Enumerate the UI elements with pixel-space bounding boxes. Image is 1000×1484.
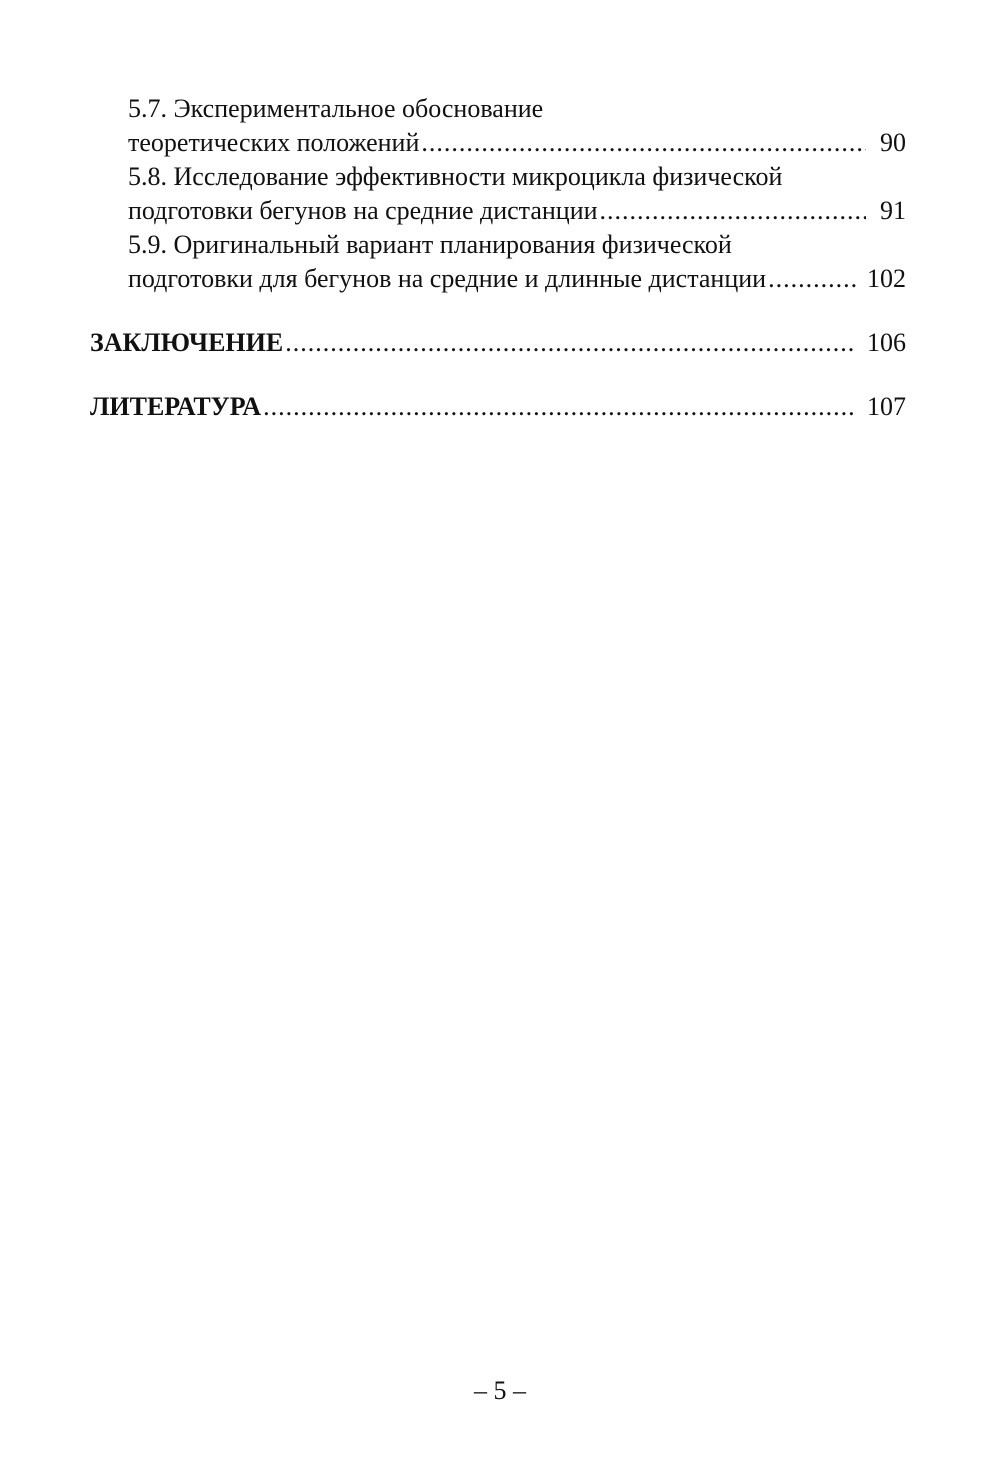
dot-leader <box>263 390 857 424</box>
toc-entry-title: 5.9. Оригинальный вариант планирования физической <box>128 230 732 259</box>
dot-leader <box>600 194 866 228</box>
toc-page-number: 106 <box>867 328 906 357</box>
toc-entry-title: ЗАКЛЮЧЕНИЕ <box>90 328 284 357</box>
table-of-contents <box>90 92 906 424</box>
toc-page-number: 91 <box>880 196 906 225</box>
toc-entry-5-7 <box>90 92 906 160</box>
toc-page-number: 107 <box>867 392 906 421</box>
toc-entry-literature <box>90 390 906 424</box>
page-number-footer: – 5 – <box>474 1376 526 1405</box>
dot-leader <box>768 262 857 296</box>
toc-entry-title-continued: теоретических положений <box>128 128 420 157</box>
dot-leader <box>421 126 866 160</box>
toc-entry-5-9 <box>90 228 906 296</box>
dot-leader <box>285 326 857 360</box>
toc-entry-5-8 <box>90 160 906 228</box>
toc-entry-title-continued: подготовки бегунов на средние дистанции <box>128 196 598 225</box>
toc-page-number: 102 <box>867 264 906 293</box>
toc-entry-conclusion <box>90 326 906 360</box>
toc-entry-title-continued: подготовки для бегунов на средние и длинные дистанции <box>128 264 767 293</box>
toc-entry-title: 5.8. Исследование эффективности микроцикла физической <box>128 162 783 191</box>
toc-entry-title: 5.7. Экспериментальное обоснование <box>128 94 544 123</box>
toc-entry-title: ЛИТЕРАТУРА <box>90 392 262 421</box>
toc-page-number: 90 <box>880 128 906 157</box>
